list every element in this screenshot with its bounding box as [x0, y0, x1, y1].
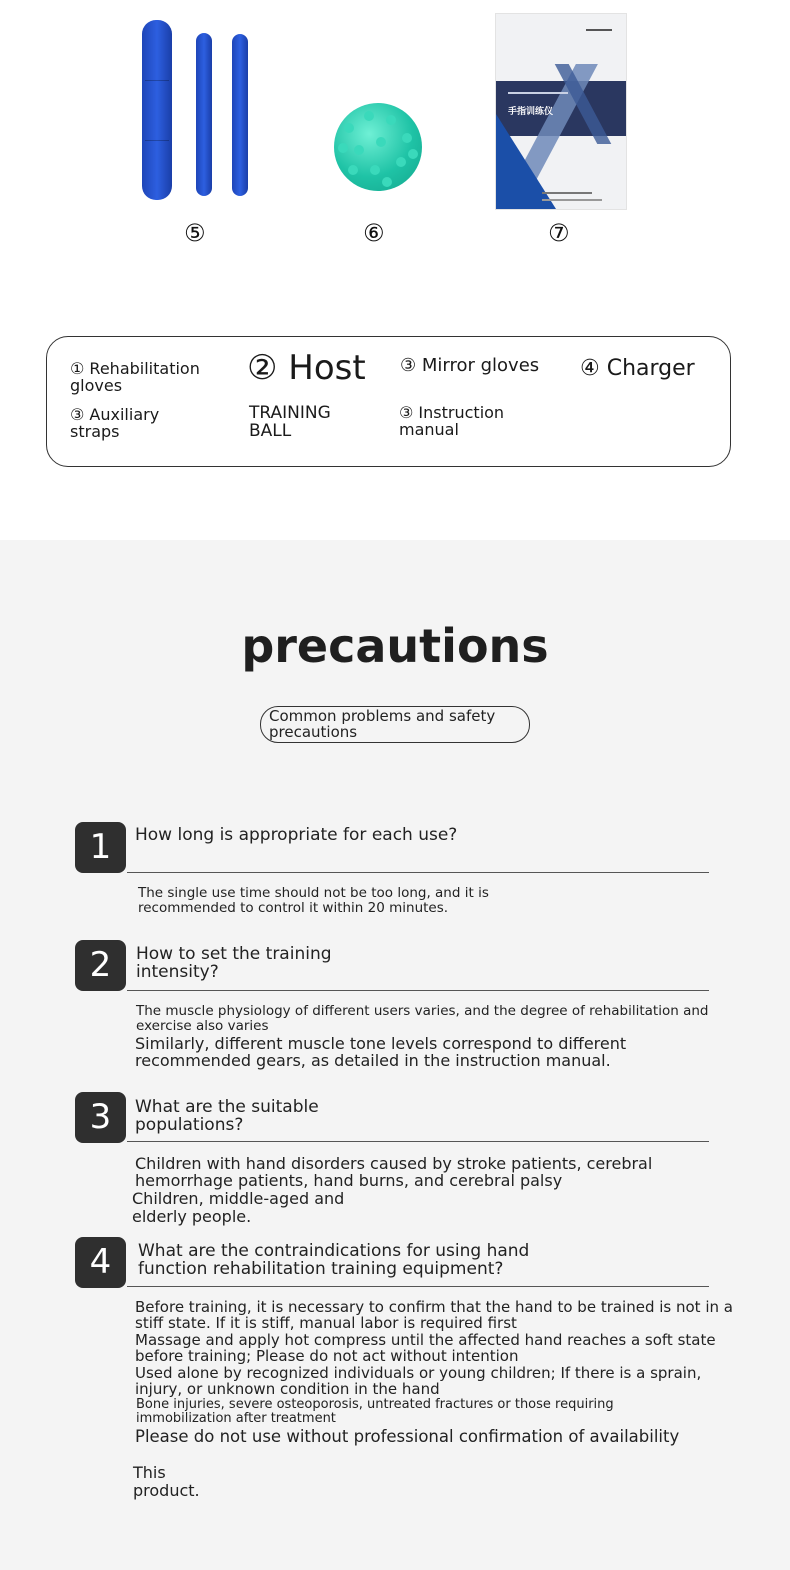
legend-rehabilitation-gloves: ① Rehabilitation gloves: [70, 359, 200, 395]
strap-narrow: [196, 33, 212, 196]
item-number-badge: 4: [75, 1237, 126, 1288]
legend-host: ② Host: [247, 348, 366, 388]
legend-training-ball: TRAINING BALL: [249, 403, 331, 441]
answer-4-line-3: Used alone by recognized individuals or young children; If there is a sprain, injury, or unknown condition in the hand: [135, 1364, 702, 1398]
strap-wide: [142, 20, 172, 200]
question-2: How to set the training intensity?: [136, 944, 332, 982]
answer-4-line-4: Bone injuries, severe osteoporosis, untreated fractures or those requiring immobilization after treatment: [136, 1397, 614, 1426]
answer-4-line-2: Massage and apply hot compress until the affected hand reaches a soft state before training; Please do not act without intention: [135, 1331, 716, 1365]
product-section: [0, 0, 790, 540]
item-number-badge: 3: [75, 1092, 126, 1143]
answer-4-line-6: This product.: [133, 1463, 200, 1500]
question-1: How long is appropriate for each use?: [135, 825, 458, 845]
training-ball-image: [334, 103, 422, 191]
answer-2-line-2: Similarly, different muscle tone levels correspond to different recommended gears, as detailed in the instruction manual.: [135, 1034, 627, 1070]
item-number-badge: 2: [75, 940, 126, 991]
divider: [127, 990, 709, 991]
product-label-7: ⑦: [548, 219, 570, 247]
divider: [127, 872, 709, 873]
answer-1: The single use time should not be too long, and it is recommended to control it within 20 minutes.: [138, 885, 489, 916]
legend-auxiliary-straps: ③ Auxiliary straps: [70, 405, 160, 441]
manual-cover-title: 手指训练仪: [508, 107, 554, 117]
page-title: precautions: [241, 619, 549, 673]
answer-2-line-1: The muscle physiology of different users varies, and the degree of rehabilitation and exercise also varies: [136, 1003, 709, 1034]
question-3: What are the suitable populations?: [135, 1097, 319, 1135]
product-label-5: ⑤: [184, 219, 206, 247]
legend-instruction-manual: ③ Instruction manual: [399, 403, 505, 439]
answer-3-line-1: Children with hand disorders caused by stroke patients, cerebral hemorrhage patients, hand burns, and cerebral palsy: [135, 1154, 653, 1190]
divider: [127, 1141, 709, 1142]
subtitle-pill: [260, 706, 530, 743]
divider: [127, 1286, 709, 1287]
subtitle-text: Common problems and safety precautions: [269, 707, 496, 741]
item-number-badge: 1: [75, 822, 126, 873]
answer-3-line-2: Children, middle-aged and elderly people.: [132, 1189, 345, 1226]
instruction-manual-image: [495, 13, 627, 210]
answer-4-line-5: Please do not use without professional confirmation of availability: [135, 1427, 680, 1446]
package-contents-box: [46, 336, 731, 467]
product-label-6: ⑥: [363, 219, 385, 247]
answer-4-line-1: Before training, it is necessary to confirm that the hand to be trained is not in a stiff state. If it is stiff, manual labor is required first: [135, 1298, 733, 1332]
question-4: What are the contraindications for using hand function rehabilitation training equipment?: [138, 1241, 530, 1279]
legend-charger: ④ Charger: [580, 356, 695, 381]
legend-mirror-gloves: ③ Mirror gloves: [400, 355, 540, 376]
strap-narrow: [232, 34, 248, 196]
